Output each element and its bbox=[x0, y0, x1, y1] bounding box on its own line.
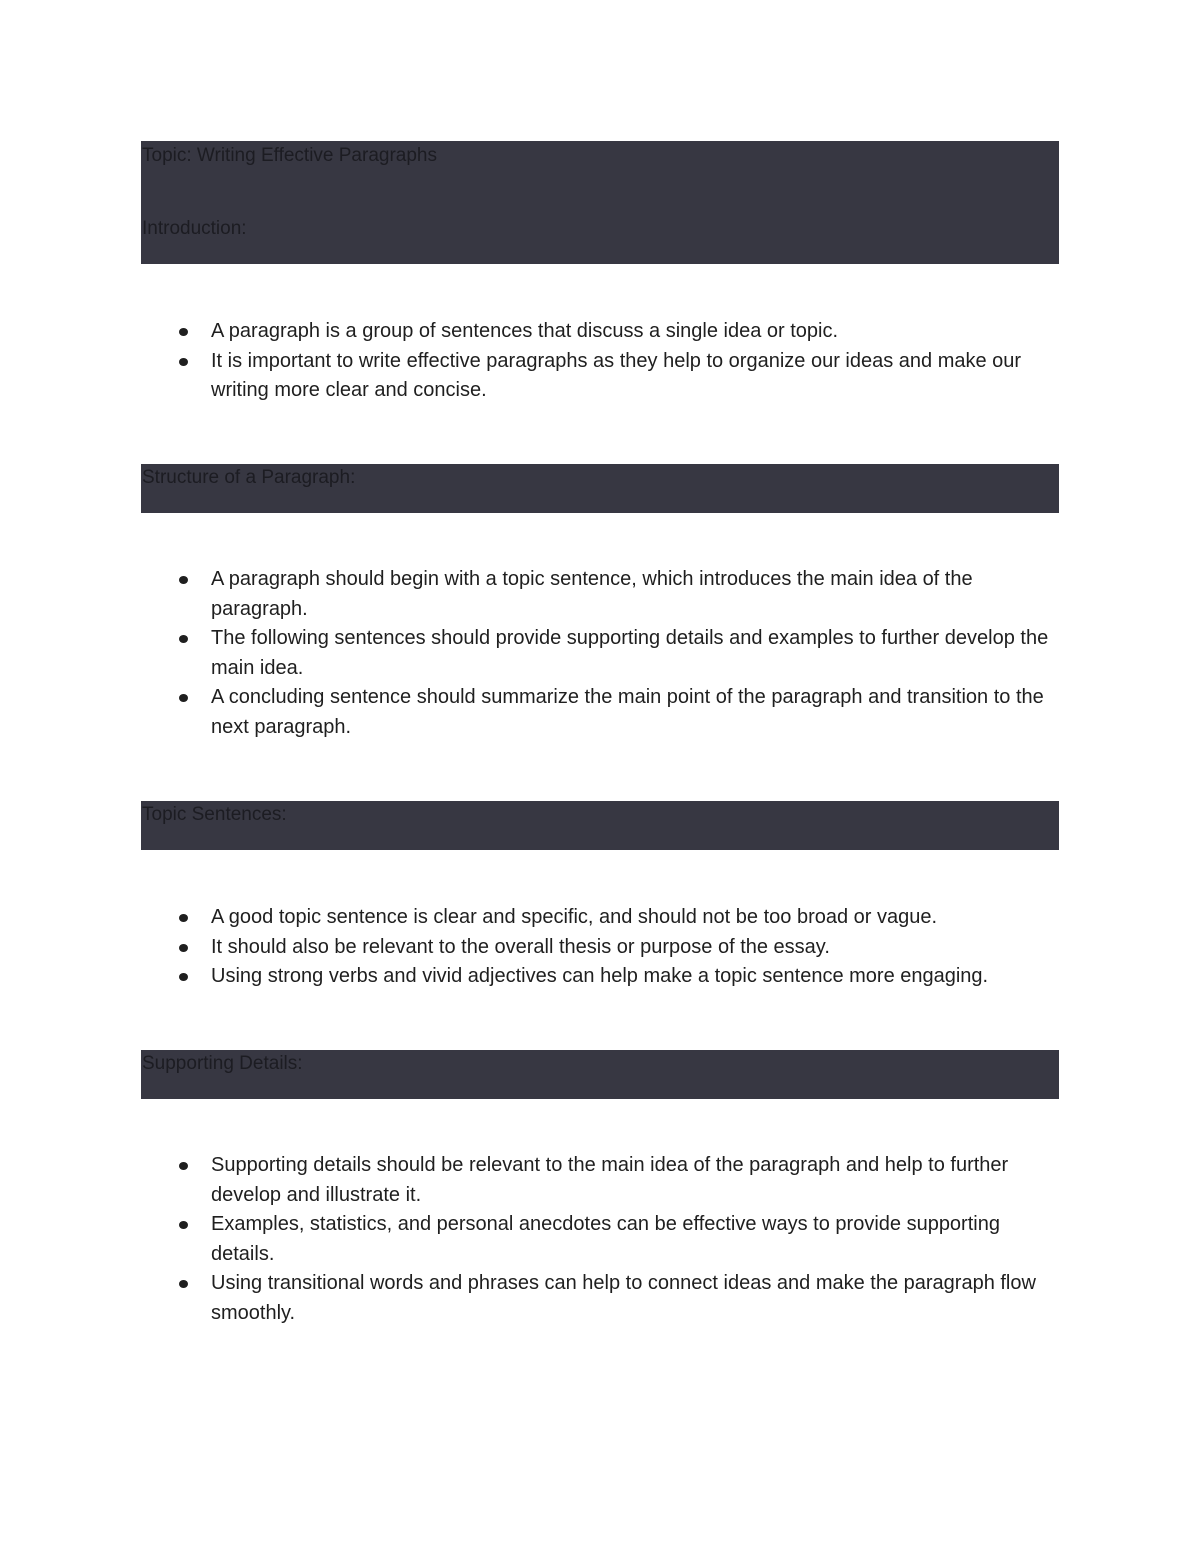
list-item bbox=[141, 565, 1059, 624]
bullet-list-structure bbox=[141, 565, 1059, 743]
list-item bbox=[141, 962, 1059, 992]
list-item-text: Using transitional words and phrases can help to connect ideas and make the paragraph flow smoothly. bbox=[211, 1272, 1036, 1324]
section-heading: Supporting Details: bbox=[142, 1053, 303, 1074]
section-header-structure bbox=[141, 464, 1059, 513]
section-heading: Structure of a Paragraph: bbox=[142, 467, 356, 488]
bullet-list-introduction bbox=[141, 317, 1059, 406]
list-item bbox=[141, 903, 1059, 933]
bullet-icon bbox=[179, 358, 188, 366]
list-item-text: A paragraph is a group of sentences that discuss a single idea or topic. bbox=[211, 320, 839, 342]
section-header-topic-sentences bbox=[141, 801, 1059, 850]
list-item bbox=[141, 1151, 1059, 1210]
list-item bbox=[141, 933, 1059, 963]
list-item-text: Examples, statistics, and personal anecdotes can be effective ways to provide supporting details. bbox=[211, 1213, 1000, 1265]
list-item bbox=[141, 624, 1059, 683]
bullet-icon bbox=[179, 1221, 188, 1229]
section-header-supporting-details bbox=[141, 1050, 1059, 1099]
section-heading: Introduction: bbox=[142, 218, 247, 239]
list-item bbox=[141, 1269, 1059, 1328]
document-topic-title: Topic: Writing Effective Paragraphs bbox=[142, 145, 437, 166]
list-item bbox=[141, 683, 1059, 742]
bullet-icon bbox=[179, 635, 188, 643]
bullet-icon bbox=[179, 973, 188, 981]
bullet-icon bbox=[179, 944, 188, 952]
bullet-list-supporting-details bbox=[141, 1151, 1059, 1329]
list-item bbox=[141, 347, 1059, 406]
list-item-text: It should also be relevant to the overall thesis or purpose of the essay. bbox=[211, 935, 830, 958]
bullet-icon bbox=[179, 328, 188, 336]
list-item-text: A concluding sentence should summarize the main point of the paragraph and transition to the next paragraph. bbox=[211, 686, 1044, 738]
bullet-list-topic-sentences bbox=[141, 903, 1059, 992]
list-item bbox=[141, 317, 1059, 347]
section-header-introduction bbox=[141, 141, 1059, 264]
bullet-icon bbox=[179, 914, 188, 922]
list-item bbox=[141, 1210, 1059, 1269]
list-item-text: It is important to write effective paragraphs as they help to organize our ideas and make our writing more clear and concise. bbox=[211, 349, 1022, 402]
list-item-text: Using strong verbs and vivid adjectives can help make a topic sentence more engaging. bbox=[211, 965, 989, 988]
list-item-text: The following sentences should provide supporting details and examples to further develop the main idea. bbox=[211, 627, 1049, 679]
bullet-icon bbox=[179, 576, 188, 584]
section-heading: Topic Sentences: bbox=[142, 804, 287, 825]
list-item-text: Supporting details should be relevant to the main idea of the paragraph and help to further develop and illustrate it. bbox=[211, 1154, 1009, 1206]
bullet-icon bbox=[179, 1162, 188, 1170]
list-item-text: A paragraph should begin with a topic sentence, which introduces the main idea of the paragraph. bbox=[211, 568, 973, 620]
bullet-icon bbox=[179, 694, 188, 702]
list-item-text: A good topic sentence is clear and specific, and should not be too broad or vague. bbox=[211, 906, 938, 928]
bullet-icon bbox=[179, 1280, 188, 1288]
